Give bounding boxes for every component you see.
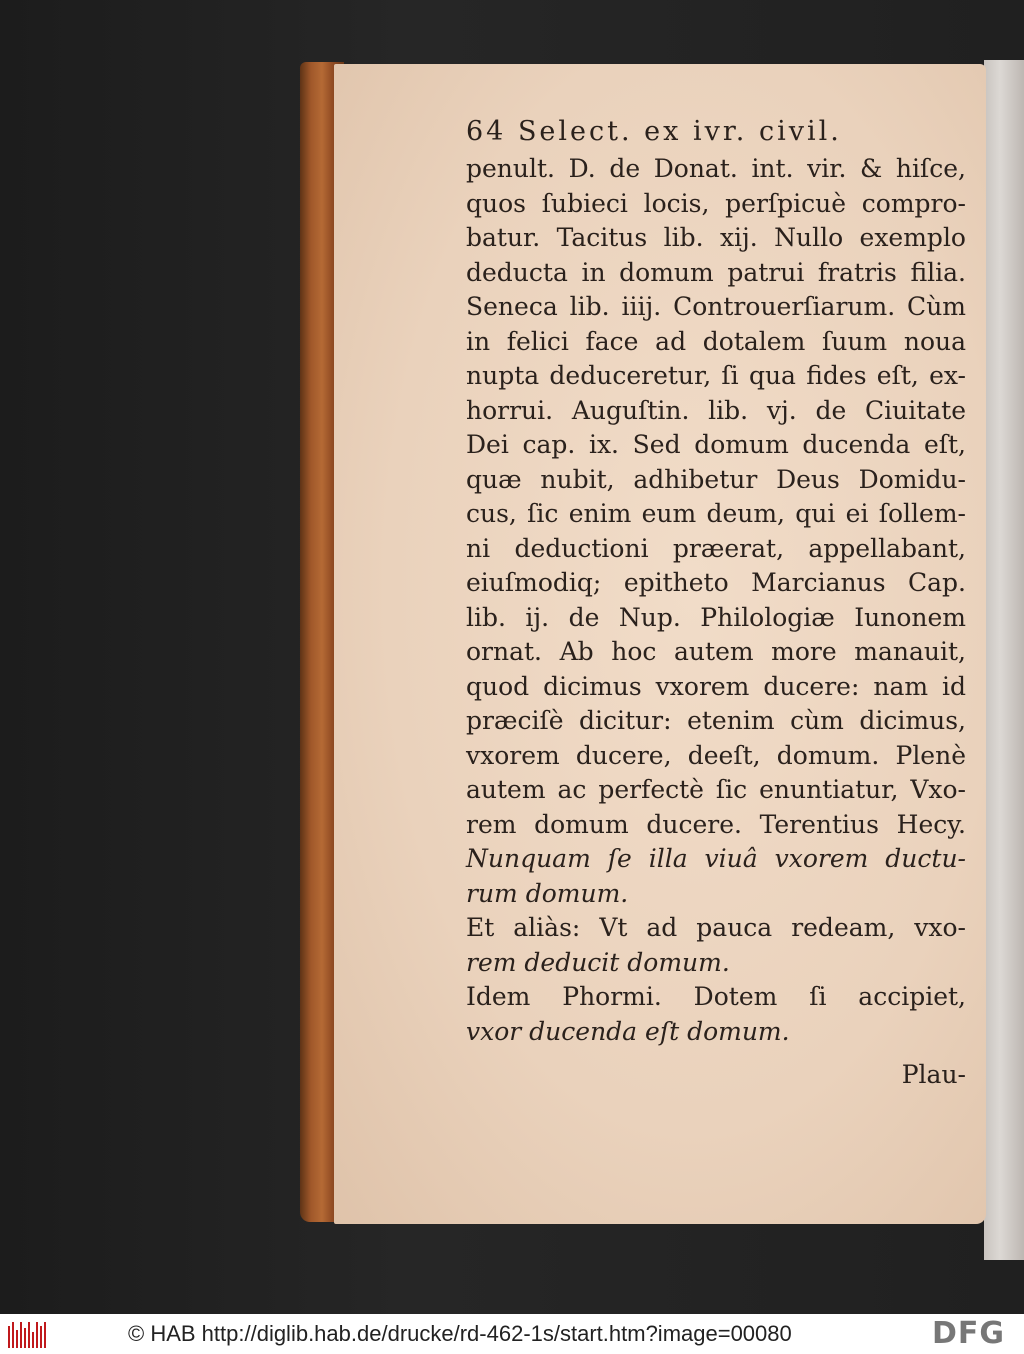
catchword: Plau- (901, 1060, 966, 1089)
text-line: nupta deduceretur, ſi qua fides eſt, ex- (466, 361, 966, 390)
text-line: vxorem ducere, deeſt, domum. Plenè (466, 740, 966, 770)
text-line: cus, ſic enim eum deum, qui ei ſollem- (466, 499, 966, 528)
text-line: penult. D. de Donat. int. vir. & hiſce, (466, 154, 966, 183)
text-line: in felici face ad dotalem ſuum noua (466, 326, 966, 356)
copyright-link[interactable]: © HAB http://diglib.hab.de/drucke/rd-462-1s/start.htm?image=00080 (128, 1321, 792, 1346)
text-line: batur. Tacitus lib. xij. Nullo exemplo (466, 223, 966, 252)
adjacent-page (984, 60, 1024, 1260)
text-line: Idem Phormi. Dotem ſi accipiet, (466, 982, 966, 1011)
text-line: lib. ij. de Nup. Philologiæ Iunonem (466, 602, 966, 632)
text-line: quod dicimus vxorem ducere: nam id (466, 671, 966, 701)
text-line: quæ nubit, adhibetur Deus Domidu- (466, 464, 966, 494)
text-line: rem deducit domum. (466, 947, 730, 977)
text-line: rum domum. (466, 878, 629, 908)
text-line: Seneca lib. iiij. Controuerſiarum. Cùm (466, 292, 966, 321)
viewer-footer (0, 1314, 1024, 1354)
text-line: quos ſubieci locis, perſpicuè compro- (466, 188, 966, 218)
text-line: ni deductioni præerat, appellabant, (466, 533, 966, 563)
text-lines (466, 152, 966, 1049)
text-line: Et aliàs: Vt ad pauca redeam, vxo- (466, 913, 966, 942)
text-line: ornat. Ab hoc autem more manauit, (466, 637, 966, 666)
hab-barcode-icon[interactable] (8, 1322, 48, 1348)
text-line: autem ac perfectè ſic enuntiatur, Vxo- (466, 775, 966, 804)
text-line: horrui. Auguſtin. lib. vj. de Ciuitate (466, 395, 966, 425)
text-line: eiuſmodiq; epitheto Marcianus Cap. (466, 568, 966, 597)
running-header: 64 Select. ex ivr. civil. (466, 116, 842, 147)
dfg-logo[interactable]: DFG (932, 1316, 1006, 1351)
text-line: Dei cap. ix. Sed domum ducenda eſt, (466, 430, 966, 459)
text-line: rem domum ducere. Terentius Hecy. (466, 809, 966, 839)
text-line: præciſè dicitur: etenim cùm dicimus, (466, 706, 966, 735)
text-line: vxor ducenda eſt domum. (466, 1016, 790, 1046)
page-text (466, 112, 966, 1095)
text-line: deducta in domum patrui fratris filia. (466, 257, 966, 287)
text-line: Nunquam ſe illa viuâ vxorem ductu- (466, 844, 966, 873)
